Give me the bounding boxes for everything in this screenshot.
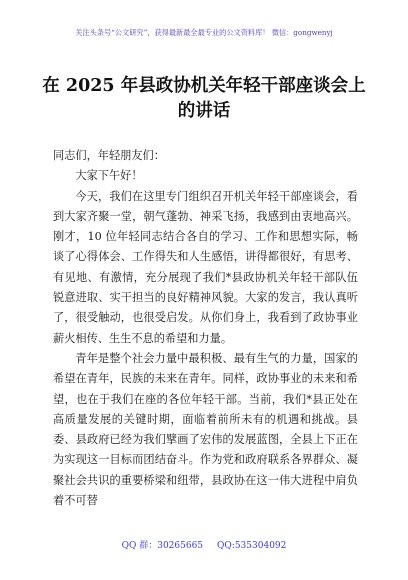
page-footer bbox=[0, 538, 408, 551]
footer-qq: QQ:535304092 bbox=[217, 541, 287, 551]
salutation: 同志们，年轻朋友们： bbox=[53, 149, 165, 162]
document-title: 在 2025 年县政协机关年轻干部座谈会上的讲话 bbox=[42, 76, 366, 121]
body-paragraph: 今天，我们在这里专门组织召开机关年轻干部座谈会，看到大家齐聚一堂，朝气蓬勃、神采飞扬，我感到由衷地高兴。刚才，10 位年轻同志结合各自的学习、工作和思想实际，畅谈了心得体会、工作得失和人生感悟，讲得都很好，有思考、有见地、有激情，充分展现了我们*县政协机关年轻干部队伍锐意进取、实干担当的良好精神风貌。大家的发言，我认真听了，很受触动，也很受启发。从你们身上，我看到了政协事业薪火相传、生生不息的希望和力量。 bbox=[53, 189, 358, 345]
body-paragraph: 青年是整个社会力量中最积极、最有生气的力量，国家的希望在青年，民族的未来在青年。同样，政协事业的未来和希望，也在于我们在座的各位年轻干部。当前，我们*县正处在高质量发展的关键时期，面临着前所未有的机遇和挑战。县委、县政府已经为我们擘画了宏伟的发展蓝图，全县上下正在为实现这一目标而团结奋斗。作为党和政府联系各界群众、凝聚社会共识的重要桥梁和纽带，县政协在这一伟大进程中肩负着不可替 bbox=[53, 351, 358, 508]
header-banner: 关注头条号“公文研究”，获得最新最全最专业的公文资料库！ 微信：gongwenyj bbox=[75, 28, 333, 37]
document-body bbox=[53, 146, 358, 511]
footer-qq-group: QQ 群：30265665 bbox=[121, 541, 204, 551]
greeting: 大家下午好！ bbox=[75, 169, 143, 183]
